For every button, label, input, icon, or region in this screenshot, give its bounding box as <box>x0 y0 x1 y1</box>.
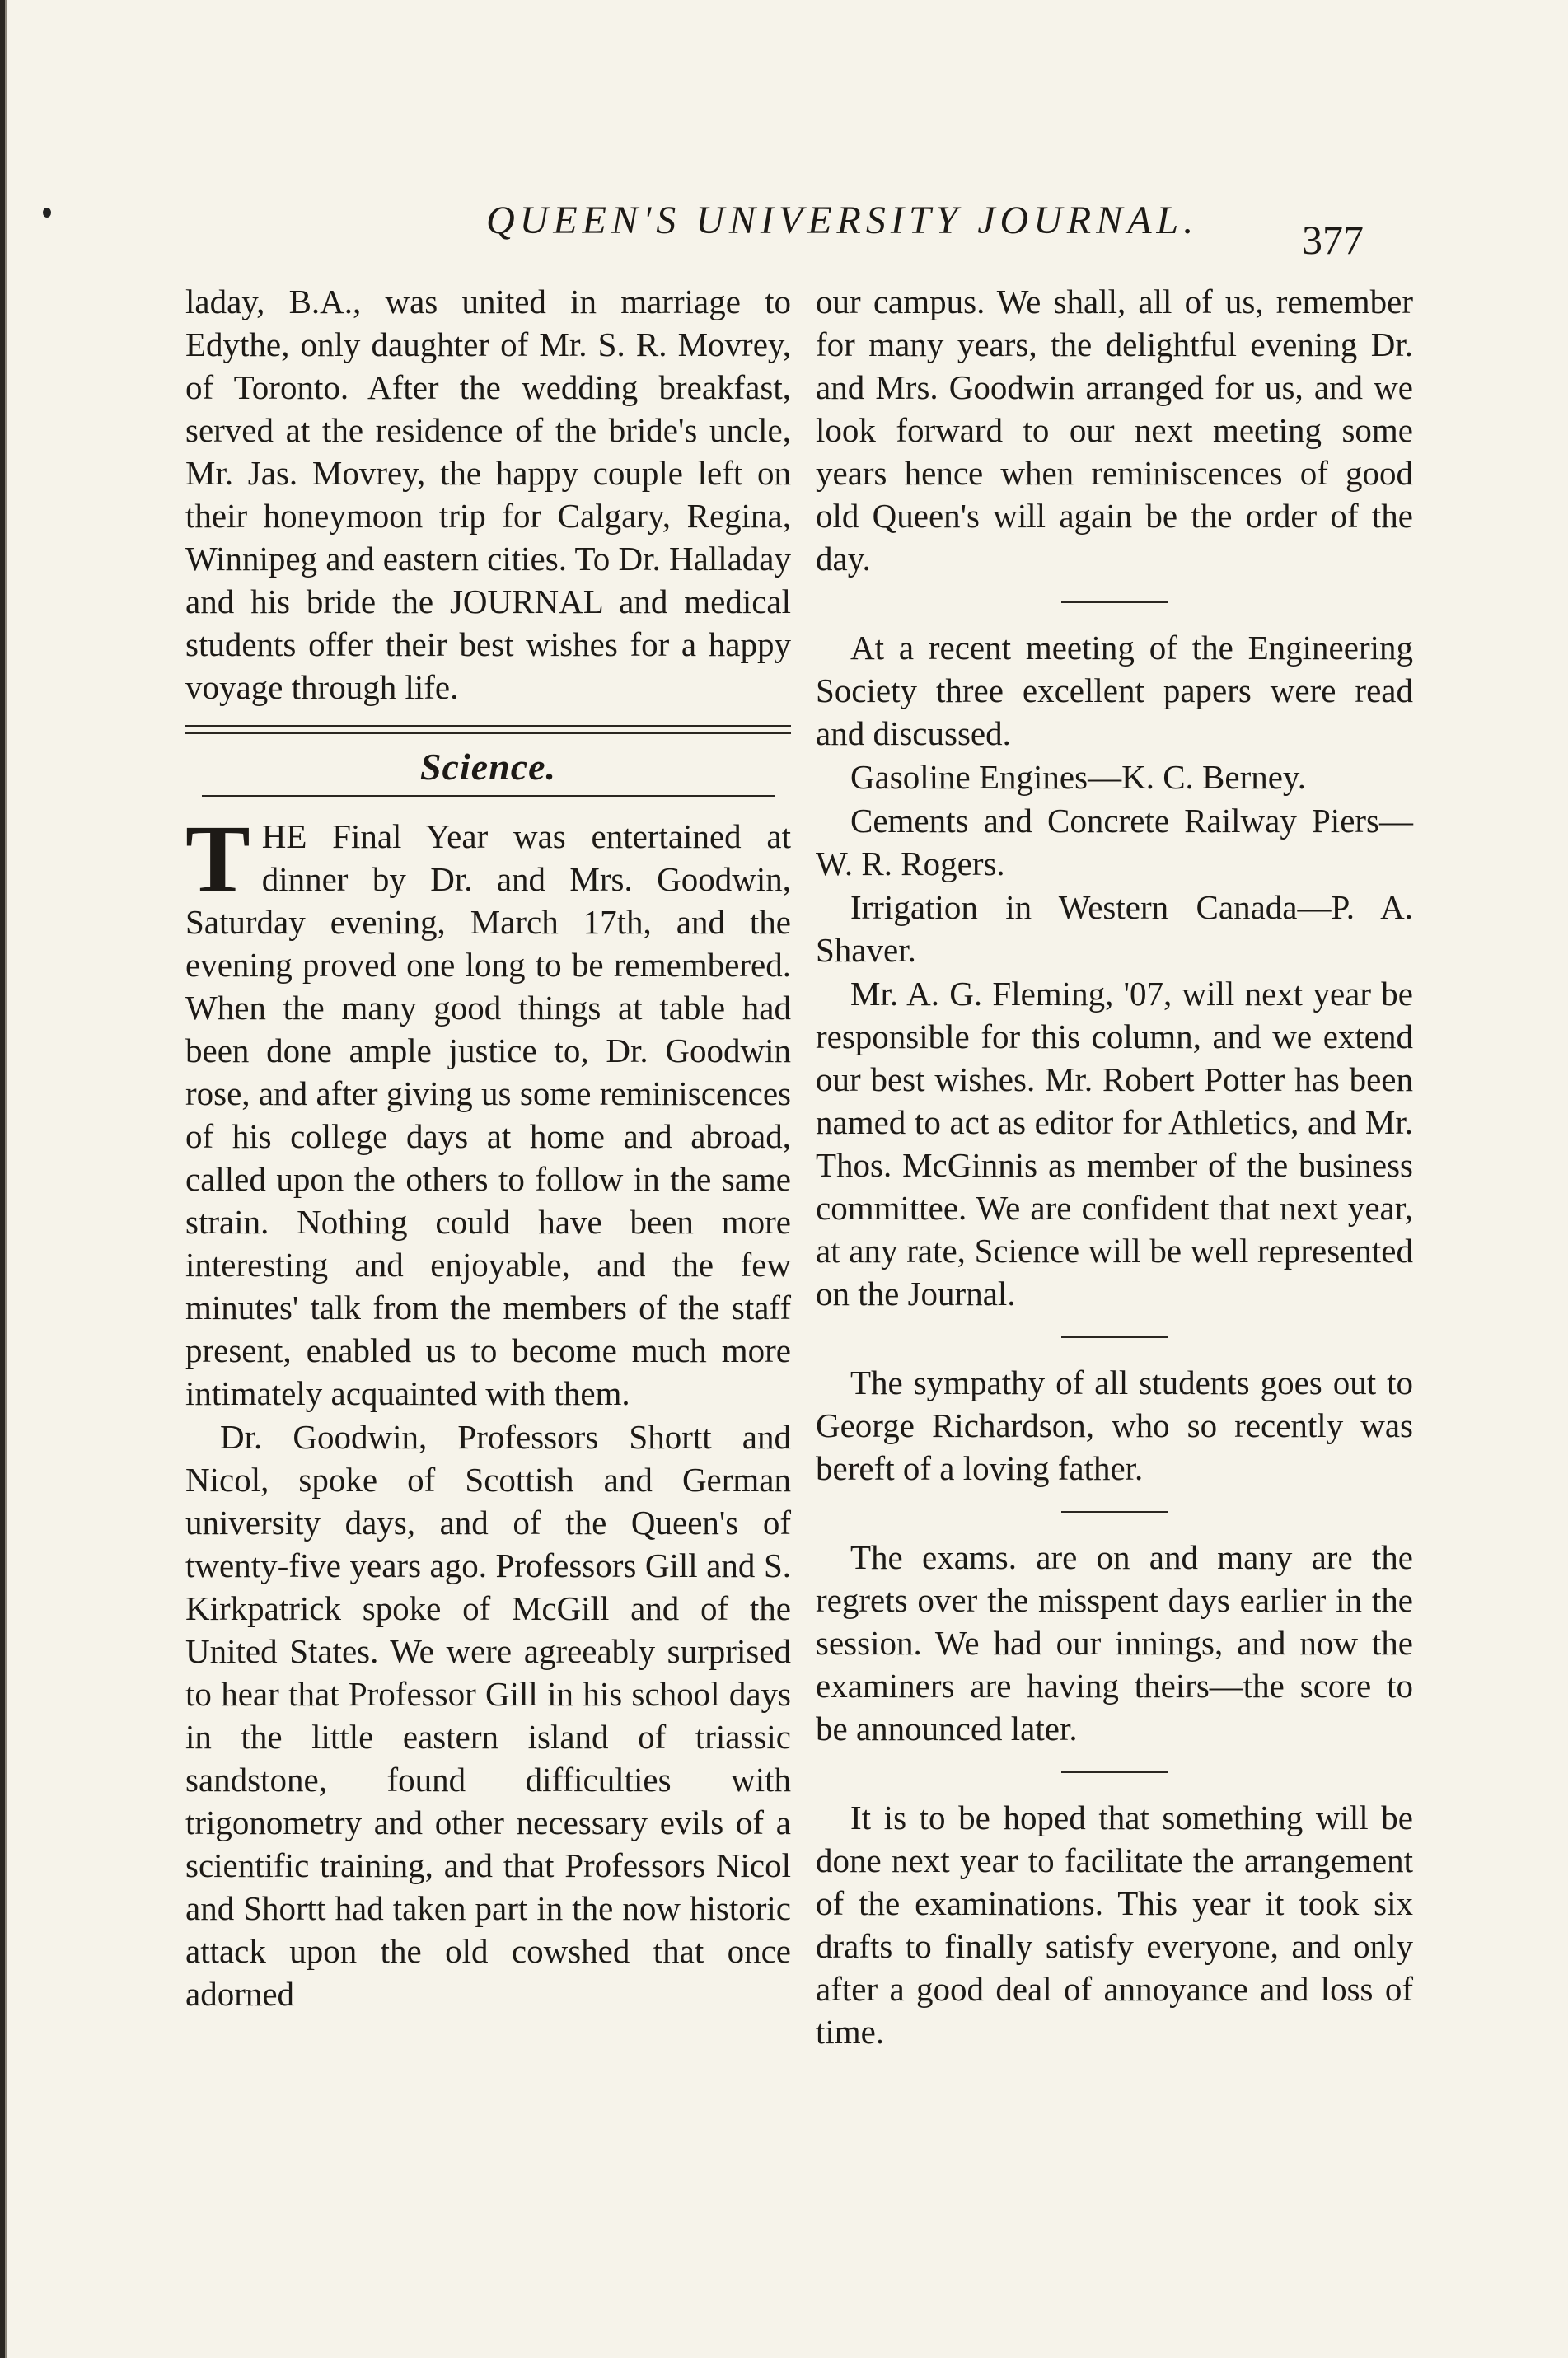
double-rule <box>185 725 791 734</box>
engineering-society-paragraph: At a recent meeting of the Engineering Society three excellent papers were read and discussed. <box>816 629 1413 752</box>
left-column <box>185 280 791 2016</box>
examinations-paragraph: It is to be hoped that something will be done next year to facilitate the arrangement of the examinations. This year it took six drafts to finally satisfy everyone, and only after a good deal of annoyance and loss of time. <box>816 1799 1413 2051</box>
sympathy-paragraph: The sympathy of all students goes out to George Richardson, who so recently was bereft of a loving father. <box>816 1364 1413 1487</box>
editors-paragraph: Mr. A. G. Fleming, '07, will next year be responsible for this column, and we extend our best wishes. Mr. Robert Potter has been named to act as editor for Athletics, and Mr. Thos. McGinnis as member of the business committee. We are confident that next year, at any rate, Science will be well represented on the Journal. <box>816 975 1413 1312</box>
divider-rule <box>1061 1336 1168 1338</box>
divider-rule <box>1061 1771 1168 1773</box>
journal-title: QUEEN'S UNIVERSITY JOURNAL. <box>486 199 1199 242</box>
paper-item: Cements and Concrete Railway Piers—W. R. Rogers. <box>816 802 1413 882</box>
ink-mark <box>43 208 51 218</box>
dinner-paragraph <box>185 805 791 1415</box>
heading-rule <box>202 795 775 797</box>
right-column <box>816 280 1413 2054</box>
exams-paragraph: The exams. are on and many are the regrets over the misspent days earlier in the session. We had our innings, and now the examiners are having theirs—the score to be announced later. <box>816 1538 1413 1747</box>
page-binding-edge <box>0 0 35 2358</box>
campus-paragraph: our campus. We shall, all of us, remember for many years, the delightful evening Dr. and Mrs. Goodwin arranged for us, and we look forward to our next meeting some years hence when reminiscences of good old Queen's will again be the order of the day. <box>816 283 1413 578</box>
paper-item: Gasoline Engines—K. C. Berney. <box>850 758 1307 796</box>
divider-rule <box>1061 601 1168 603</box>
dinner-text: HE Final Year was entertained at dinner by Dr. and Mrs. Goodwin, Saturday evening, March 17th, and the evening proved one long to be remembered. When the many good things at table had been done ample justice to, Dr. Goodwin rose, and after giving us some reminiscences of his college days at home and abroad, called upon the others to follow in the same strain. Nothing could have been more interesting and enjoyable, and the few minutes' talk from the members of the staff present, enabled us to become much more intimately acquainted with them. <box>185 817 791 1412</box>
section-heading: Science. <box>419 746 557 788</box>
drop-cap: T <box>185 805 250 913</box>
professors-paragraph: Dr. Goodwin, Professors Shortt and Nicol, spoke of Scottish and German university days, and of the Queen's of twenty-five years ago. Professors Gill and S. Kirkpatrick spoke of McGill and of the United States. We were agreeably surprised to hear that Professor Gill in his school days in the little eastern island of triassic sandstone, found difficulties with trigonometry and other necessary evils of a scientific training, and that Professors Nicol and Shortt had taken part in the now historic attack upon the old cowshed that once adorned <box>185 1418 791 2013</box>
wedding-paragraph: laday, B.A., was united in marriage to Edythe, only daughter of Mr. S. R. Movrey, of Toronto. After the wedding breakfast, served at the residence of the bride's uncle, Mr. Jas. Movrey, the happy couple left on their honeymoon trip for Calgary, Regina, Winnipeg and eastern cities. To Dr. Halladay and his bride the JOURNAL and medical students offer their best wishes for a happy voyage through life. <box>185 283 791 706</box>
paper-item: Irrigation in Western Canada—P. A. Shaver. <box>816 888 1413 969</box>
page-number: 377 <box>1302 217 1364 263</box>
divider-rule <box>1061 1511 1168 1513</box>
